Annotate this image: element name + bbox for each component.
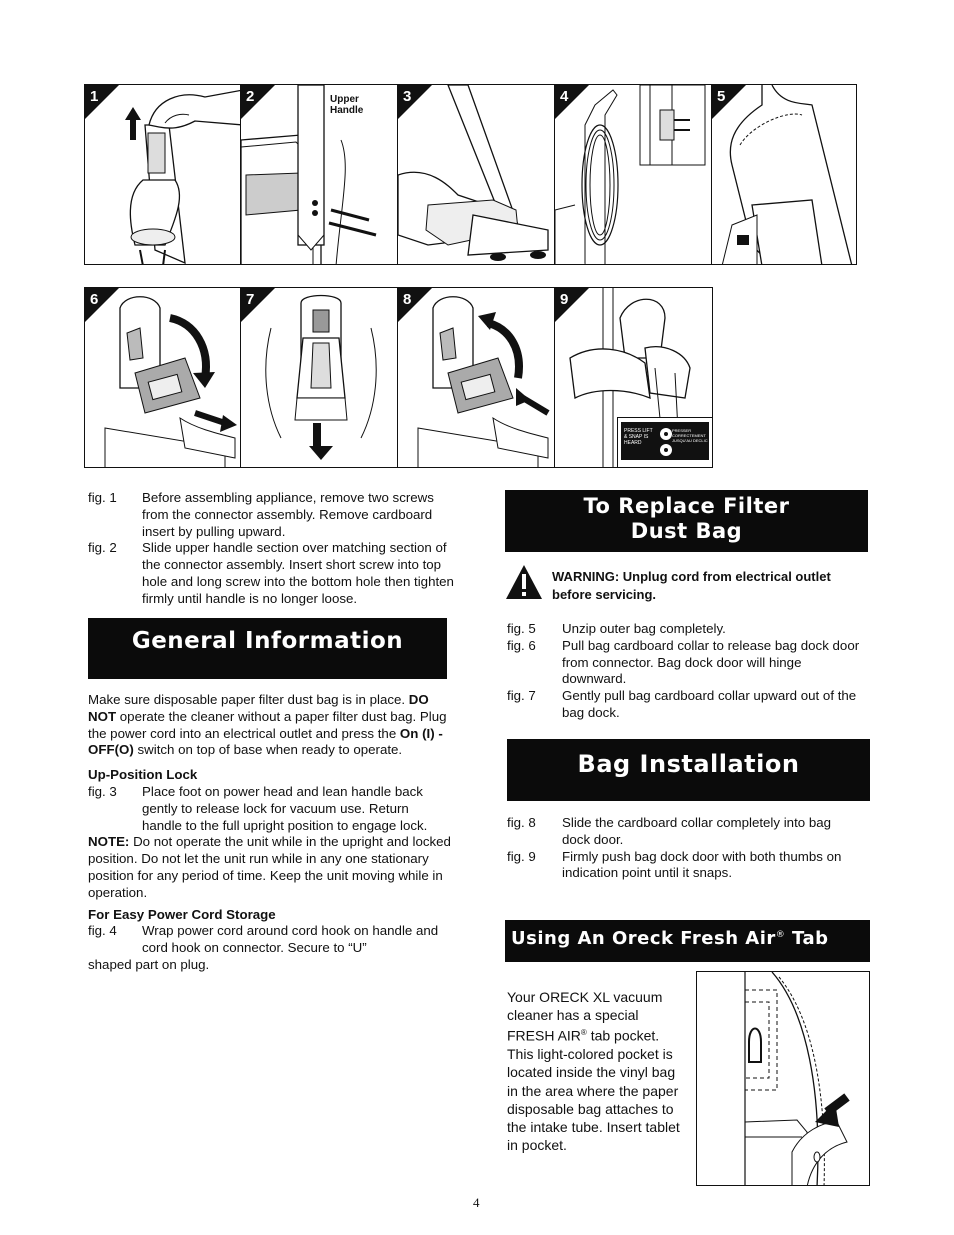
fig5-tag: fig. 5 bbox=[507, 621, 536, 636]
fig2-instruction bbox=[88, 540, 456, 607]
fig9-inset-thumb-icon bbox=[656, 422, 676, 460]
fig9-inset-left-text: PRESS LIFT & SNAP IS HEARD bbox=[624, 428, 653, 446]
general-information-body bbox=[88, 692, 452, 974]
cord-storage-heading: For Easy Power Cord Storage bbox=[88, 906, 276, 922]
figure-9-number: 9 bbox=[555, 288, 589, 322]
fresh-air-text-reg: ® bbox=[580, 1028, 587, 1038]
note-text: Do not operate the unit while in the upright and locked position. Do not let the unit run while in any one stationary position for any period of time. Keep the unit moving while in operation. bbox=[88, 834, 451, 900]
figure-8-panel bbox=[397, 287, 556, 468]
fig4-instruction bbox=[88, 923, 452, 957]
figure-4-number: 4 bbox=[555, 85, 589, 119]
figure-2-panel bbox=[240, 84, 399, 265]
fig3-instruction bbox=[88, 784, 452, 834]
up-position-lock-heading: Up-Position Lock bbox=[88, 767, 198, 783]
assembly-instructions bbox=[88, 490, 456, 608]
figure-5-number: 5 bbox=[712, 85, 746, 119]
note-paragraph bbox=[88, 834, 452, 901]
fig5-instruction bbox=[507, 621, 862, 638]
figure-7-number: 7 bbox=[241, 288, 275, 322]
figure-1-number: 1 bbox=[85, 85, 119, 119]
fig7-tag: fig. 7 bbox=[507, 688, 536, 704]
fig2-text: Slide upper handle section over matching section of the connector assembly. Insert short screw into top hole and long screw into the bottom hole then tighten firmly until handle is no longer loose. bbox=[142, 540, 454, 606]
intro-text-a: Make sure disposable paper filter dust bag is in place. bbox=[88, 692, 406, 707]
general-information-title: General Information bbox=[131, 628, 404, 654]
fig7-text: Gently pull bag cardboard collar upward out of the bag dock. bbox=[562, 688, 857, 720]
figure-8-number: 8 bbox=[398, 288, 432, 322]
bag-installation-banner bbox=[507, 739, 870, 801]
figure-2-number: 2 bbox=[241, 85, 275, 119]
bag-installation-title: Bag Installation bbox=[577, 750, 800, 778]
fig9-inset-label bbox=[617, 417, 713, 468]
fig1-tag: fig. 1 bbox=[88, 490, 117, 505]
fresh-air-text bbox=[507, 988, 683, 1154]
figure-1-panel bbox=[84, 84, 242, 265]
fresh-air-banner bbox=[505, 920, 870, 962]
bag-installation-steps bbox=[507, 815, 862, 882]
do-not-emphasis: DO NOT bbox=[88, 692, 429, 724]
fresh-air-title bbox=[511, 928, 829, 949]
warning-row bbox=[505, 563, 865, 603]
warning-triangle-icon bbox=[505, 564, 543, 600]
general-information-banner bbox=[88, 618, 447, 679]
fig1-instruction bbox=[88, 490, 456, 540]
fig9-text: Firmly push bag dock door with both thumbs on indication point until it snaps. bbox=[562, 848, 842, 881]
fig9-inset-right-text: PRESSER CORRECTEMENT JUSQU'AU DECLIC bbox=[672, 428, 708, 443]
fresh-air-pocket-figure bbox=[696, 971, 870, 1186]
intro-text-e: switch on top of base when ready to operate. bbox=[133, 742, 403, 758]
fresh-air-text-b: tab pocket. This light-colored pocket is located inside the vinyl bag in the area where the paper disposable bag attaches to the intake tube. Insert tablet in pocket. bbox=[507, 1028, 680, 1154]
fig1-text: Before assembling appliance, remove two screws from the connector assembly. Remove cardboard insert by pulling upward. bbox=[142, 490, 434, 539]
fresh-air-title-text: Using An Oreck Fresh Air bbox=[511, 928, 776, 949]
general-intro-paragraph bbox=[88, 692, 452, 759]
fig2-tag: fig. 2 bbox=[88, 540, 117, 556]
replace-bag-steps bbox=[507, 621, 862, 722]
fig6-instruction bbox=[507, 638, 862, 688]
replace-bag-title-line2: Dust Bag bbox=[630, 519, 743, 543]
figure-6-number: 6 bbox=[85, 288, 119, 322]
fig5-text: Unzip outer bag completely. bbox=[562, 621, 726, 636]
note-label: NOTE: bbox=[88, 834, 130, 850]
fig6-tag: fig. 6 bbox=[507, 637, 536, 653]
figure-3-number: 3 bbox=[398, 85, 432, 119]
page-number: 4 bbox=[473, 1195, 480, 1210]
fig4-text: Wrap power cord around cord hook on handle and cord hook on connector. Secure to “U” bbox=[142, 923, 439, 956]
figure-7-panel bbox=[240, 287, 399, 468]
intro-text-c: operate the cleaner without a paper filter dust bag. Plug the power cord into an electrical outlet and press the bbox=[88, 708, 447, 741]
fig3-tag: fig. 3 bbox=[88, 783, 117, 799]
figure-9-panel bbox=[554, 287, 713, 468]
fig3-text: Place foot on power head and lean handle back gently to release lock for vacuum use. Return handle to the full upright position to engage lock. bbox=[142, 783, 428, 833]
fig9-instruction bbox=[507, 849, 862, 883]
figure-5-panel bbox=[711, 84, 857, 265]
fig8-instruction bbox=[507, 815, 862, 849]
warning-text: WARNING: Unplug cord from electrical outlet before servicing. bbox=[552, 569, 831, 602]
upper-handle-label: Upper Handle bbox=[330, 94, 364, 116]
fig6-text: Pull bag cardboard collar to release bag dock door from connector. Bag dock door will hinge downward. bbox=[562, 637, 860, 687]
replace-bag-title-line1: To Replace Filter bbox=[583, 494, 790, 518]
fresh-air-pocket-illustration bbox=[697, 972, 870, 1186]
figure-3-panel bbox=[397, 84, 556, 265]
fig9-tag: fig. 9 bbox=[507, 848, 536, 864]
fig7-instruction bbox=[507, 688, 862, 722]
fig8-tag: fig. 8 bbox=[507, 815, 536, 830]
replace-bag-banner bbox=[505, 490, 868, 552]
on-off-switch-emphasis: On (I) - OFF(O) bbox=[88, 725, 443, 758]
fresh-air-title-end: Tab bbox=[785, 928, 829, 949]
figure-4-panel bbox=[554, 84, 713, 265]
fig8-text: Slide the cardboard collar completely into bag dock door. bbox=[562, 815, 832, 847]
fresh-air-text-a: Your ORECK XL vacuum cleaner has a special FRESH AIR bbox=[507, 989, 663, 1045]
fresh-air-title-reg: ® bbox=[775, 930, 786, 940]
figure-6-panel bbox=[84, 287, 242, 468]
fig4-tail-text: shaped part on plug. bbox=[88, 956, 210, 972]
fig4-tag: fig. 4 bbox=[88, 923, 117, 939]
